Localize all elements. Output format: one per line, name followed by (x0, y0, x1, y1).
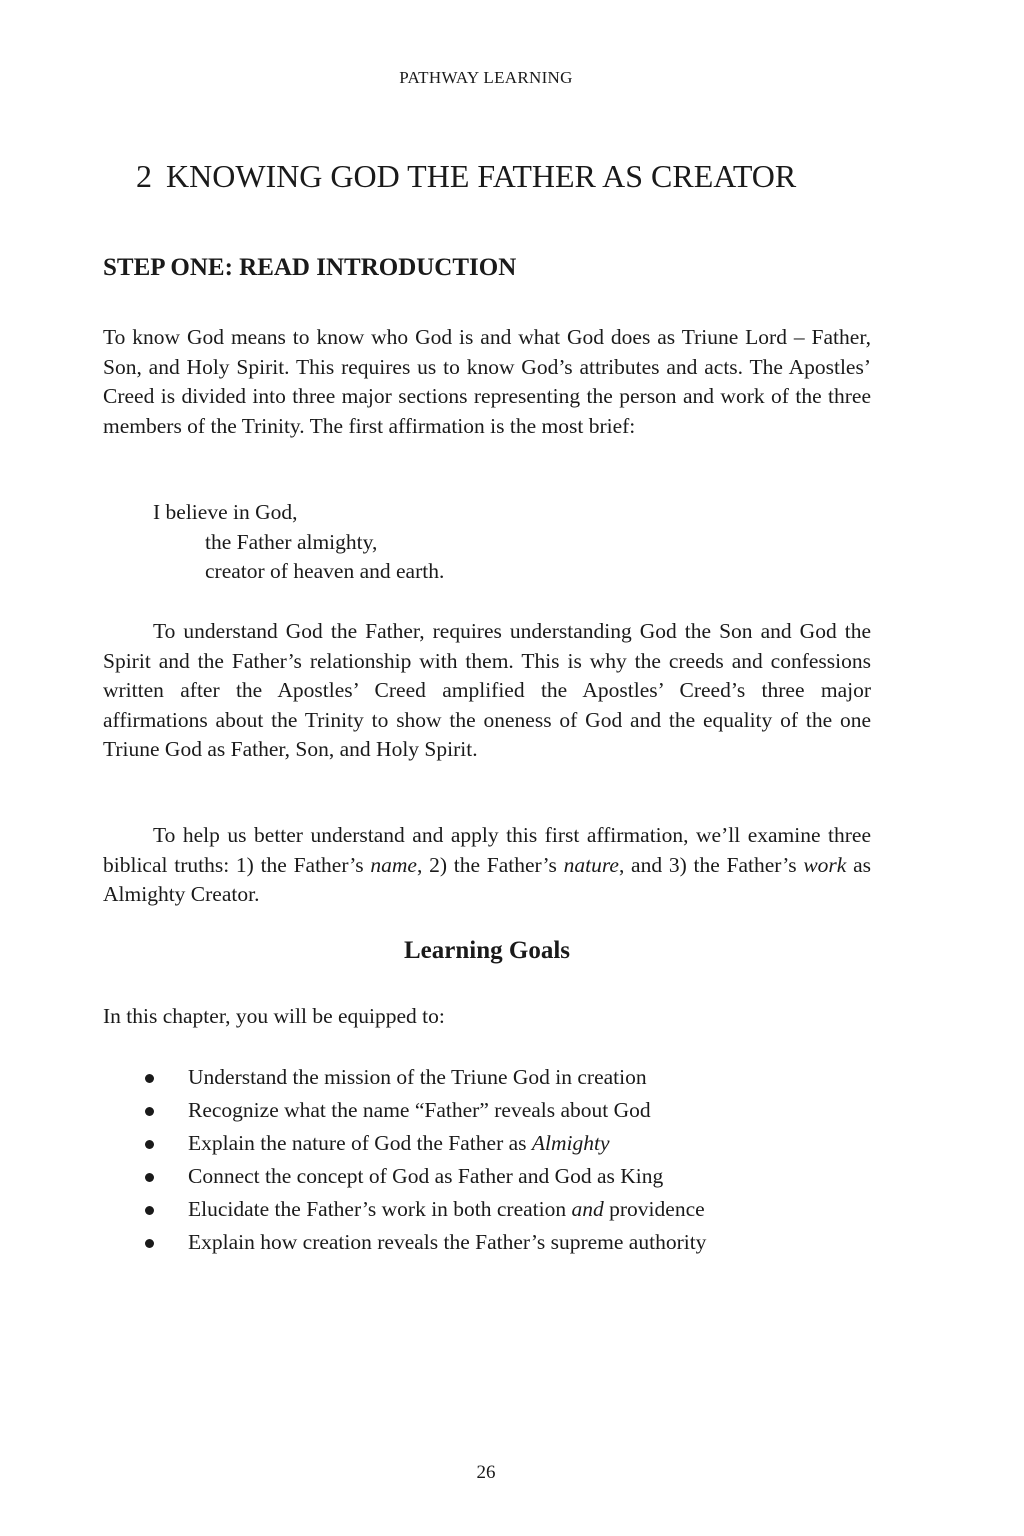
goal-emphasis: and (571, 1197, 604, 1221)
creed-line-1: I believe in God, (153, 500, 298, 524)
goal-item (103, 1095, 871, 1128)
goal-text: Recognize what the name “Father” reveals about God (188, 1098, 651, 1122)
bullet-icon (145, 1140, 154, 1149)
chapter-title (136, 158, 796, 195)
intro-paragraph-2: To understand God the Father, requires understanding God the Son and God the Spirit and the Father’s relationship with them. This is why the creeds and confessions written after the Apostles’ Creed amplified the Apostles’ Creed’s three major affirmations about the Trinity to show the oneness of God and the equality of the one Triune God as Father, Son, and Holy Spirit. (103, 619, 871, 761)
page-number: 26 (476, 1462, 496, 1483)
goal-item (103, 1128, 871, 1161)
p3-text-1: To help us better understand and apply this first affirmation, we’ll examine three biblical truths: 1) the Father’s (103, 823, 871, 877)
learning-goals-intro: In this chapter, you will be equipped to: (103, 1004, 445, 1028)
goal-item (103, 1194, 871, 1227)
goal-item (103, 1062, 871, 1095)
p3-emphasis-work: work (803, 852, 847, 877)
chapter-title-text: KNOWING GOD THE FATHER AS CREATOR (166, 158, 797, 194)
goal-text: Connect the concept of God as Father and God as King (188, 1164, 664, 1188)
creed-line-2: the Father almighty, (205, 529, 378, 554)
bullet-icon (145, 1173, 154, 1182)
goal-text: Elucidate the Father’s work in both creation (188, 1197, 572, 1221)
goal-text: Explain how creation reveals the Father’s supreme authority (188, 1230, 707, 1254)
p3-emphasis-name: name (370, 852, 417, 877)
bullet-icon (145, 1239, 154, 1248)
goal-emphasis: Almighty (531, 1131, 610, 1155)
bullet-icon (145, 1074, 154, 1083)
learning-goals-heading: Learning Goals (404, 937, 570, 964)
bullet-icon (145, 1107, 154, 1116)
step-heading: STEP ONE: READ INTRODUCTION (103, 254, 517, 281)
intro-paragraph-3 (103, 821, 871, 910)
goal-text: Understand the mission of the Triune God in creation (188, 1065, 647, 1089)
goal-item (103, 1227, 871, 1260)
running-head: PATHWAY LEARNING (399, 68, 573, 87)
goal-text: Explain the nature of God the Father as (188, 1131, 532, 1155)
creed-line-3: creator of heaven and earth. (205, 559, 445, 583)
p3-text-2: , 2) the Father’s (416, 852, 564, 877)
creed-quote (153, 498, 444, 587)
chapter-number: 2 (136, 158, 152, 194)
learning-goals-list (103, 1062, 871, 1260)
goal-text-tail: providence (603, 1197, 705, 1221)
p3-emphasis-nature: nature (563, 852, 619, 877)
goal-item (103, 1161, 871, 1194)
p3-text-3: , and 3) the Father’s (618, 852, 804, 877)
intro-paragraph-1: To know God means to know who God is and what God does as Triune Lord – Father, Son, and Holy Spirit. This requires us to know God’s attributes and acts. The Apostles’ Creed is divided into three major sections representing the person and work of the three members of the Trinity. The first affirmation is the most brief: (103, 325, 871, 438)
p3-text-4: as Almighty Creator. (103, 852, 871, 906)
bullet-icon (145, 1206, 154, 1215)
